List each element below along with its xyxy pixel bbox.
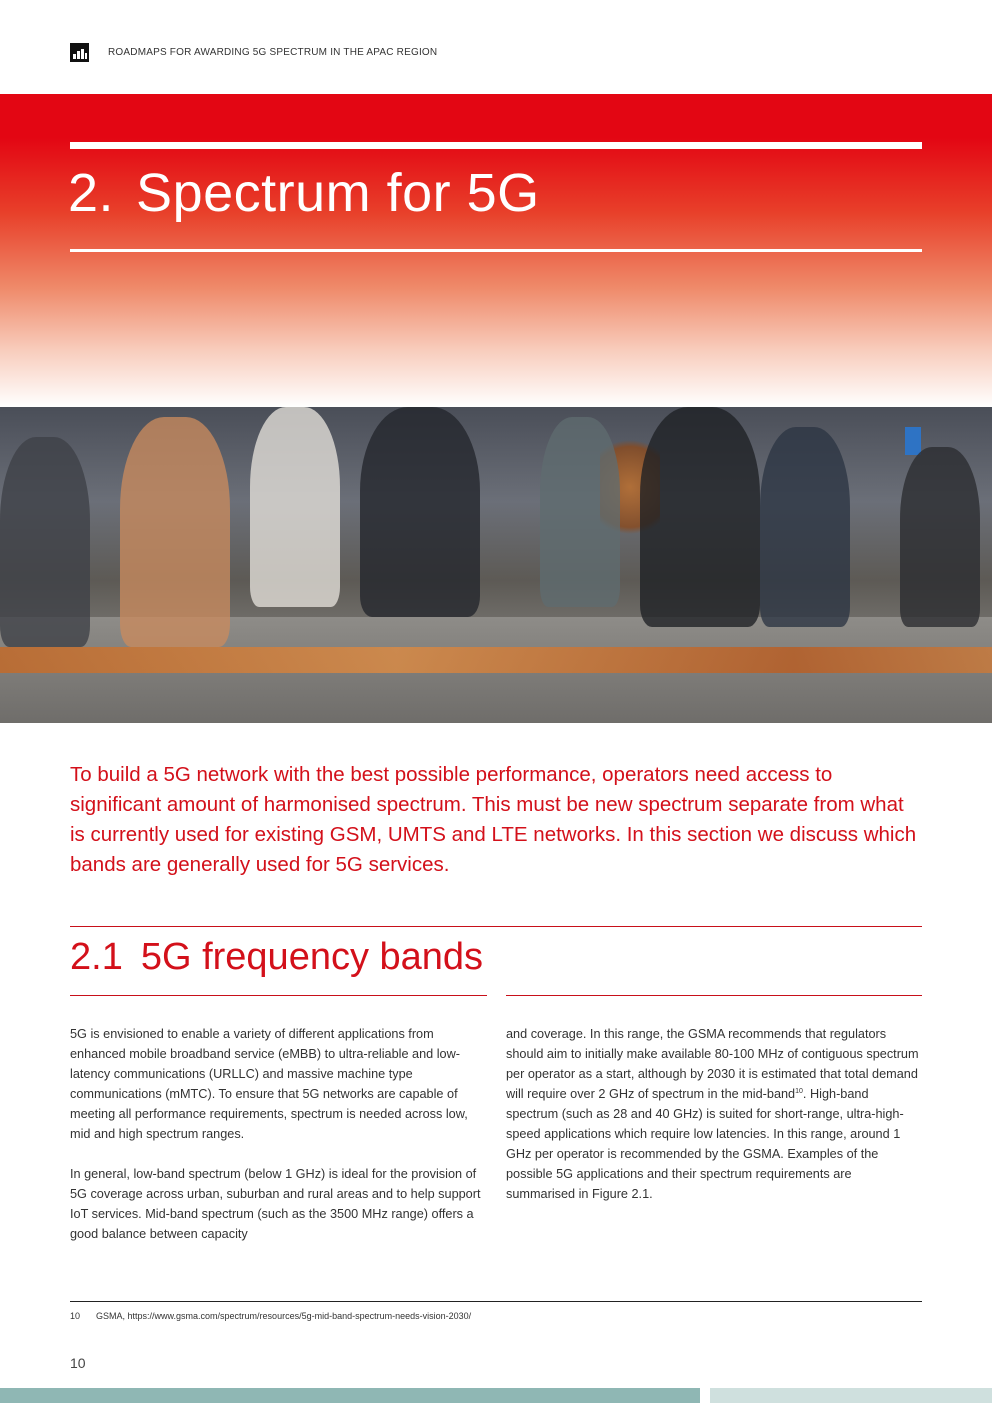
section-rule-top	[70, 926, 922, 927]
footer-bar-left	[0, 1388, 700, 1403]
section-rule-right	[506, 995, 922, 996]
section-rule-left	[70, 995, 487, 996]
running-title: ROADMAPS FOR AWARDING 5G SPECTRUM IN THE APAC REGION	[108, 46, 438, 58]
footnote-rule	[70, 1301, 922, 1302]
pedestrian-figure	[0, 437, 90, 647]
pedestrian-figure	[120, 417, 230, 647]
footnote-reference[interactable]: 10	[795, 1087, 803, 1095]
running-header	[70, 42, 437, 62]
body-paragraph: In general, low-band spectrum (below 1 GHz) is ideal for the provision of 5G coverage across urban, suburban and rural areas and to help support IoT services. Mid-band spectrum (such as the 3500 MHz range) offers a good balance between capacity	[70, 1167, 481, 1241]
intro-paragraph: To build a 5G network with the best possible performance, operators need access to significant amount of harmonised spectrum. This must be new spectrum separate from what is currently used for existing GSM, UMTS and LTE networks. In this section we discuss which bands are generally used for 5G services.	[70, 763, 917, 876]
body-paragraph: and coverage. In this range, the GSMA recommends that regulators should aim to initially make available 80-100 MHz of contiguous spectrum per operator as a start, although by 2030 it is estimated that total demand will require over 2 GHz of spectrum in the mid-band$^{10}$. High-band spectrum (such as 28 and 40 GHz) is suited for short-range, ultra-high-speed applications which require low latencies. In this range, around 1 GHz per operator is recommended by the GSMA. Examples of the possible 5G applications and their spectrum requirements are summarised in Figure 2.1.	[506, 1027, 919, 1201]
section-heading	[70, 936, 483, 979]
blurred-pedestrians-photo	[0, 407, 992, 723]
pedestrian-figure	[540, 417, 620, 607]
section-title-text: 5G frequency bands	[140, 936, 484, 978]
chapter-title-text: Spectrum for 5G	[136, 163, 540, 223]
pedestrian-figure	[900, 447, 980, 627]
body-column-right	[506, 1024, 922, 1224]
footer-bar-right	[710, 1388, 992, 1403]
pedestrian-figure	[250, 407, 340, 607]
body-paragraph: 5G is envisioned to enable a variety of different applications from enhanced mobile broadband service (eMBB) to ultra-reliable and low-latency communications (URLLC) and massive machine type communications (mMTC). To ensure that 5G networks are capable of meeting all performance requirements, spectrum is needed across low, mid and high spectrum ranges.	[70, 1027, 468, 1141]
section-number: 2.1	[70, 936, 123, 978]
footnote-number: 10	[70, 1311, 81, 1321]
pedestrian-figure	[760, 427, 850, 627]
footnote-text[interactable]: GSMA, https://www.gsma.com/spectrum/resources/5g-mid-band-spectrum-needs-vision-2030/	[96, 1311, 472, 1321]
body-column-left	[70, 1024, 486, 1264]
tactile-paving	[0, 647, 992, 673]
road-sign	[905, 427, 921, 455]
chapter-title	[68, 162, 540, 224]
report-logo-icon	[70, 43, 89, 62]
pedestrian-figure	[360, 407, 480, 617]
banner-rule-top	[70, 142, 922, 149]
footnote	[70, 1311, 471, 1321]
page-number: 10	[70, 1355, 86, 1371]
banner-rule-bottom	[70, 249, 922, 252]
chapter-number: 2.	[68, 163, 115, 223]
pedestrian-figure	[640, 407, 760, 627]
